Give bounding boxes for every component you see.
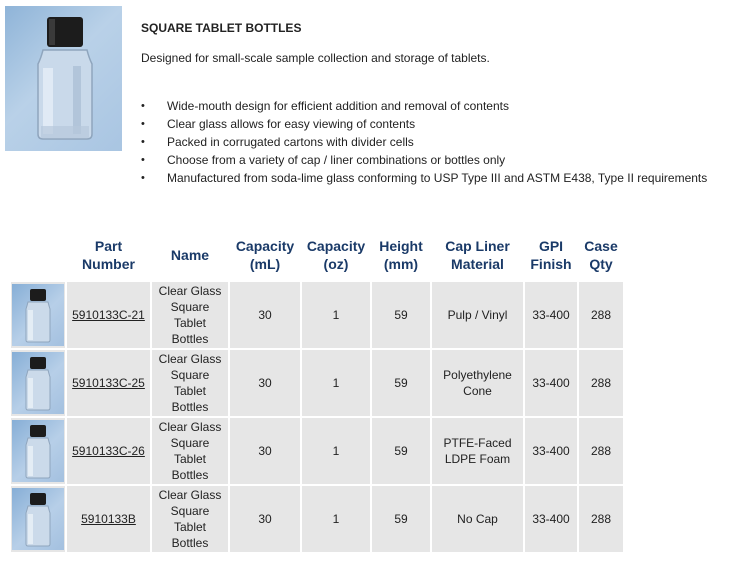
capacity-ml-cell: 30 bbox=[230, 418, 300, 484]
bottle-thumbnail[interactable] bbox=[12, 284, 64, 346]
feature-item: • Packed in corrugated cartons with divider cells bbox=[141, 133, 707, 151]
capacity-oz-cell: 1 bbox=[302, 486, 370, 552]
bottle-thumbnail[interactable] bbox=[12, 352, 64, 414]
case-qty-cell: 288 bbox=[579, 350, 623, 416]
capacity-oz-cell: 1 bbox=[302, 350, 370, 416]
part-number-link[interactable]: 5910133C-26 bbox=[72, 444, 145, 458]
part-number-link[interactable]: 5910133C-25 bbox=[72, 376, 145, 390]
page-title: SQUARE TABLET BOTTLES bbox=[141, 21, 302, 35]
gpi-finish-cell: 33-400 bbox=[525, 282, 577, 348]
column-header-capacity-oz: Capacity (oz) bbox=[302, 230, 370, 280]
height-cell: 59 bbox=[372, 350, 430, 416]
table-header-row bbox=[11, 230, 623, 280]
capacity-ml-cell: 30 bbox=[230, 350, 300, 416]
table-row bbox=[11, 418, 623, 484]
capacity-ml-cell: 30 bbox=[230, 486, 300, 552]
case-qty-cell: 288 bbox=[579, 486, 623, 552]
square-bottle-icon bbox=[12, 488, 64, 550]
bottle-thumbnail[interactable] bbox=[12, 420, 64, 482]
column-header-name: Name bbox=[152, 230, 228, 280]
bottle-thumbnail[interactable] bbox=[12, 488, 64, 550]
square-bottle-icon bbox=[12, 352, 64, 414]
part-number-cell bbox=[67, 282, 150, 348]
cap-liner-cell: Pulp / Vinyl bbox=[432, 282, 523, 348]
name-cell: Clear Glass Square Tablet Bottles bbox=[152, 350, 228, 416]
part-number-link[interactable]: 5910133C-21 bbox=[72, 308, 145, 322]
square-bottle-icon bbox=[5, 6, 122, 151]
thumbnail-cell bbox=[11, 418, 65, 484]
height-cell: 59 bbox=[372, 282, 430, 348]
part-number-cell bbox=[67, 350, 150, 416]
feature-list bbox=[141, 97, 707, 187]
column-header-part-number: Part Number bbox=[67, 230, 150, 280]
height-cell: 59 bbox=[372, 418, 430, 484]
square-bottle-icon bbox=[12, 284, 64, 346]
cap-liner-cell: No Cap bbox=[432, 486, 523, 552]
capacity-ml-cell: 30 bbox=[230, 282, 300, 348]
column-header-cap-liner: Cap Liner Material bbox=[432, 230, 523, 280]
gpi-finish-cell: 33-400 bbox=[525, 418, 577, 484]
table-row bbox=[11, 486, 623, 552]
thumbnail-cell bbox=[11, 282, 65, 348]
part-number-cell bbox=[67, 418, 150, 484]
part-number-link[interactable]: 5910133B bbox=[81, 512, 136, 526]
case-qty-cell: 288 bbox=[579, 282, 623, 348]
cap-liner-cell: PTFE-Faced LDPE Foam bbox=[432, 418, 523, 484]
height-cell: 59 bbox=[372, 486, 430, 552]
column-header-height: Height (mm) bbox=[372, 230, 430, 280]
table-row bbox=[11, 350, 623, 416]
column-header-case-qty: Case Qty bbox=[579, 230, 623, 280]
name-cell: Clear Glass Square Tablet Bottles bbox=[152, 282, 228, 348]
table-row bbox=[11, 282, 623, 348]
column-header-gpi-finish: GPI Finish bbox=[525, 230, 577, 280]
product-description: Designed for small-scale sample collection and storage of tablets. bbox=[141, 51, 490, 65]
gpi-finish-cell: 33-400 bbox=[525, 350, 577, 416]
gpi-finish-cell: 33-400 bbox=[525, 486, 577, 552]
name-cell: Clear Glass Square Tablet Bottles bbox=[152, 418, 228, 484]
thumbnail-cell bbox=[11, 486, 65, 552]
feature-item: • Manufactured from soda-lime glass conforming to USP Type III and ASTM E438, Type II requirements bbox=[141, 169, 707, 187]
part-number-cell bbox=[67, 486, 150, 552]
product-table bbox=[9, 228, 625, 554]
feature-item: • Choose from a variety of cap / liner combinations or bottles only bbox=[141, 151, 707, 169]
feature-item: • Wide-mouth design for efficient addition and removal of contents bbox=[141, 97, 707, 115]
capacity-oz-cell: 1 bbox=[302, 418, 370, 484]
feature-item: • Clear glass allows for easy viewing of contents bbox=[141, 115, 707, 133]
square-bottle-icon bbox=[12, 420, 64, 482]
thumbnail-header bbox=[11, 230, 65, 280]
capacity-oz-cell: 1 bbox=[302, 282, 370, 348]
case-qty-cell: 288 bbox=[579, 418, 623, 484]
thumbnail-cell bbox=[11, 350, 65, 416]
cap-liner-cell: Polyethylene Cone bbox=[432, 350, 523, 416]
name-cell: Clear Glass Square Tablet Bottles bbox=[152, 486, 228, 552]
column-header-capacity-ml: Capacity (mL) bbox=[230, 230, 300, 280]
product-image bbox=[5, 6, 122, 151]
